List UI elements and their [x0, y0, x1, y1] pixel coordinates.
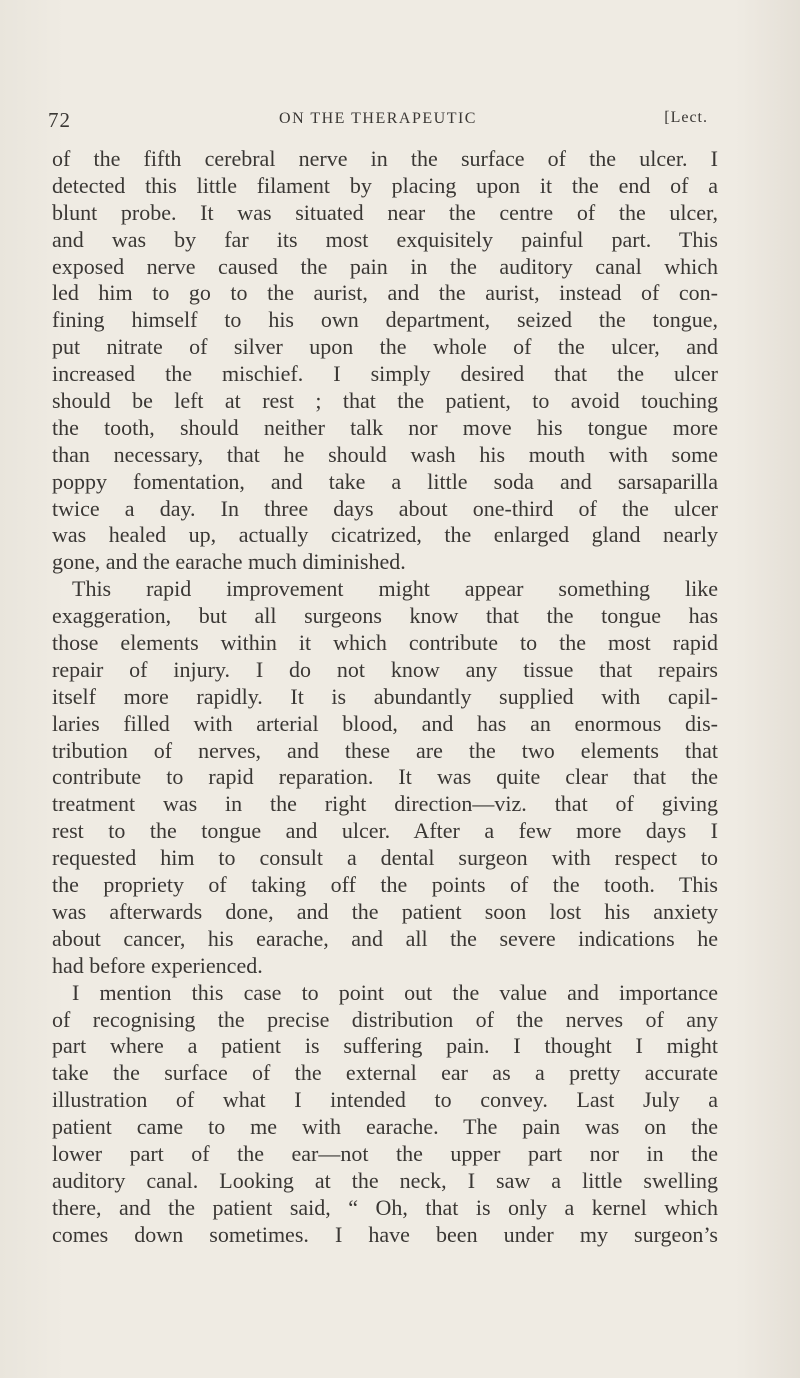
text-line: exaggeration, but all surgeons know that the tongue has: [52, 603, 718, 629]
text-line: and was by far its most exquisitely painful part. This: [52, 226, 718, 252]
text-line: gone, and the earache much diminished.: [52, 549, 406, 575]
text-line: itself more rapidly. It is abundantly supplied with capil-: [52, 683, 718, 709]
text-line: patient came to me with earache. The pain was on the: [52, 1114, 718, 1140]
text-line: the propriety of taking off the points of the tooth. This: [52, 872, 718, 898]
text-line: led him to go to the aurist, and the aurist, instead of con-: [52, 280, 718, 306]
text-line: twice a day. In three days about one-third of the ulcer: [52, 495, 718, 521]
text-line: repair of injury. I do not know any tissue that repairs: [52, 656, 718, 682]
text-line: auditory canal. Looking at the neck, I saw a little swelling: [52, 1167, 718, 1193]
text-line: requested him to consult a dental surgeon with respect to: [52, 845, 718, 871]
page-number: 72: [48, 108, 71, 132]
body-text: [52, 146, 718, 1249]
text-line: of recognising the precise distribution of the nerves of any: [52, 1006, 718, 1032]
text-line: the tooth, should neither talk nor move his tongue more: [52, 414, 718, 440]
text-line: take the surface of the external ear as a pretty accurate: [52, 1060, 718, 1086]
text-line: had before experienced.: [52, 952, 263, 978]
running-head: [48, 108, 708, 132]
text-line: was healed up, actually cicatrized, the enlarged gland nearly: [52, 522, 718, 548]
text-line: tribution of nerves, and these are the two elements that: [52, 737, 718, 763]
text-line: laries filled with arterial blood, and has an enormous dis-: [52, 710, 718, 736]
text-line: blunt probe. It was situated near the centre of the ulcer,: [52, 199, 718, 225]
text-line: lower part of the ear—not the upper part nor in the: [52, 1140, 718, 1166]
section-label: [Lect.: [664, 109, 708, 126]
text-line: poppy fomentation, and take a little soda and sarsaparilla: [52, 468, 718, 494]
text-line: than necessary, that he should wash his mouth with some: [52, 441, 718, 467]
text-line: fining himself to his own department, seized the tongue,: [52, 307, 718, 333]
text-line: put nitrate of silver upon the whole of the ulcer, and: [52, 334, 718, 360]
text-line: was afterwards done, and the patient soon lost his anxiety: [52, 898, 718, 924]
text-line: illustration of what I intended to convey. Last July a: [52, 1087, 718, 1113]
text-line: there, and the patient said, “ Oh, that is only a kernel which: [52, 1194, 718, 1220]
text-line: should be left at rest ; that the patient, to avoid touching: [52, 388, 718, 414]
text-line: rest to the tongue and ulcer. After a few more days I: [52, 818, 718, 844]
running-title: ON THE THERAPEUTIC: [279, 110, 477, 127]
text-line: part where a patient is suffering pain. I thought I might: [52, 1033, 718, 1059]
text-line: comes down sometimes. I have been under my surgeon’s: [52, 1221, 718, 1247]
text-line: contribute to rapid reparation. It was quite clear that the: [52, 764, 718, 790]
text-line: This rapid improvement might appear something like: [72, 576, 718, 602]
text-line: I mention this case to point out the value and importance: [72, 979, 718, 1005]
text-line: about cancer, his earache, and all the severe indications he: [52, 925, 718, 951]
text-line: of the fifth cerebral nerve in the surface of the ulcer. I: [52, 146, 718, 171]
text-line: increased the mischief. I simply desired that the ulcer: [52, 361, 718, 387]
text-line: treatment was in the right direction—viz. that of giving: [52, 791, 718, 817]
text-line: detected this little filament by placing upon it the end of a: [52, 172, 718, 198]
text-line: those elements within it which contribute to the most rapid: [52, 630, 718, 656]
text-line: exposed nerve caused the pain in the auditory canal which: [52, 253, 718, 279]
